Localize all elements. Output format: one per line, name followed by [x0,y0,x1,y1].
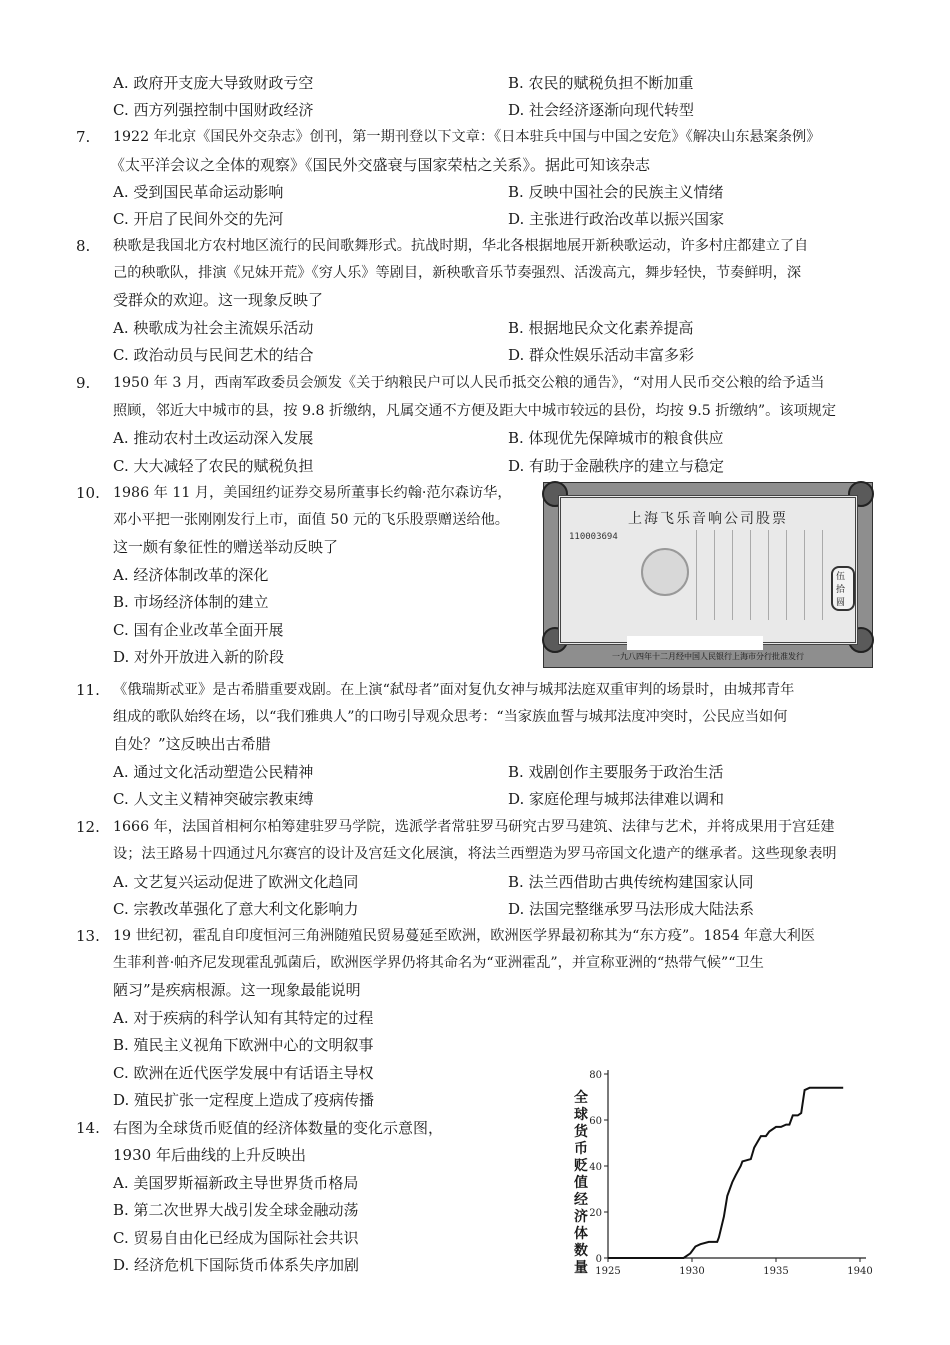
q11-option-c: C. 人文主义精神突破宗教束缚 [113,790,314,808]
chart-y-axis-label: 全球货币贬值经济体数量 [574,1090,588,1276]
q10-option-a: A. 经济体制改革的深化 [113,566,269,584]
chart-y-tick-label: 20 [589,1208,602,1219]
q7-option-c: C. 开启了民间外交的先河 [113,210,284,228]
q9-option-a: A. 推动农村土改运动深入发展 [113,429,314,447]
q8-stem-line2: 己的秧歌队，排演《兄妹开荒》《穷人乐》等剧目，新秧歌音乐节奏强烈、活泼高亢，舞步轻快，节奏鲜明，深 [113,265,802,281]
devaluation-line-chart [560,1060,880,1290]
q9-option-c: C. 大大减轻了农民的赋税负担 [113,457,314,475]
q10-option-d: D. 对外开放进入新的阶段 [113,648,285,666]
q14-stem-line1: 右图为全球货币贬值的经济体数量的变化示意图， [113,1119,444,1137]
q8-option-b: B. 根据地民众文化素养提高 [508,319,694,337]
q10-option-c: C. 国有企业改革全面开展 [113,621,284,639]
certificate-title: 上海飞乐音响公司股票 [628,511,788,527]
certificate-seal-icon [641,548,689,596]
q13-option-c: C. 欧洲在近代医学发展中有话语主导权 [113,1064,374,1082]
q12-stem-line2: 设；法王路易十四通过凡尔赛宫的设计及宫廷文化展演，将法兰西塑造为罗马帝国文化遗产的继承者。这些现象表明 [113,846,837,862]
chart-y-tick-label: 40 [589,1162,602,1173]
chart-x-tick-label: 1925 [595,1266,621,1277]
q12-option-a: A. 文艺复兴运动促进了欧洲文化趋同 [113,873,359,891]
chart-x-tick-label: 1930 [679,1266,705,1277]
certificate-footer: 一九八四年十二月经中国人民银行上海市分行批准发行 [612,652,804,661]
q13-option-d: D. 殖民扩张一定程度上造成了疫病传播 [113,1091,375,1109]
q6-option-a: A. 政府开支庞大导致财政亏空 [113,74,314,92]
q14-option-b: B. 第二次世界大战引发全球金融动荡 [113,1201,359,1219]
q11-stem-line1: 《俄瑞斯忒亚》是古希腊重要戏剧。在上演“弑母者”面对复仇女神与城邦法庭双重审判的场景时，由城邦青年 [113,682,795,698]
q12-option-b: B. 法兰西借助古典传统构建国家认同 [508,873,754,891]
q14-option-a: A. 美国罗斯福新政主导世界货币格局 [113,1174,359,1192]
q6-option-d: D. 社会经济逐渐向现代转型 [508,101,695,119]
q13-stem-line1: 19 世纪初，霍乱自印度恒河三角洲随殖民贸易蔓延至欧洲，欧洲医学界最初称其为“东方疫”。1854 年意大利医 [113,928,815,944]
chart-x-tick-label: 1940 [847,1266,873,1277]
q11-option-a: A. 通过文化活动塑造公民精神 [113,763,314,781]
certificate-denomination-badge: 伍拾圆 [831,566,855,611]
q8-stem-line3: 受群众的欢迎。这一现象反映了 [113,291,324,309]
q12-option-d: D. 法国完整继承罗马法形成大陆法系 [508,900,755,918]
q9-option-b: B. 体现优先保障城市的粮食供应 [508,429,724,447]
q9-number: 9. [76,374,91,392]
chart-ticks [589,1070,872,1277]
q7-stem-line1: 1922 年北京《国民外交杂志》创刊，第一期刊登以下文章：《日本驻兵中国与中国之安危》《解决山东悬案条例》 [113,129,821,145]
q10-number: 10. [76,484,100,502]
q10-stem-line2: 邓小平把一张刚刚发行上市，面值 50 元的飞乐股票赠送给他。 [113,512,509,528]
chart-y-tick-label: 80 [589,1070,602,1081]
q12-option-c: C. 宗教改革强化了意大利文化影响力 [113,900,359,918]
q9-stem-line1: 1950 年 3 月，西南军政委员会颁发《关于纳粮民户可以人民币抵交公粮的通告》，“对用人民币交公粮的给予适当 [113,375,825,391]
chart-series-line [608,1088,843,1258]
q9-stem-line2: 照顾，邻近大中城市的县，按 9.8 折缴纳，凡属交通不方便及距大中城市较远的县份，均按 9.5 折缴纳”。该项规定 [113,403,837,419]
q7-option-d: D. 主张进行政治改革以振兴国家 [508,210,725,228]
q10-option-b: B. 市场经济体制的建立 [113,593,269,611]
q6-option-c: C. 西方列强控制中国财政经济 [113,101,314,119]
q11-stem-line2: 组成的歌队始终在场，以“我们雅典人”的口吻引导观众思考：“当家族血誓与城邦法度冲突时，公民应当如何 [113,709,788,725]
q13-number: 13. [76,927,100,945]
chart-x-tick-label: 1935 [763,1266,789,1277]
stock-certificate-image [543,482,873,668]
certificate-serial-number: 110003694 [569,532,618,542]
q7-option-a: A. 受到国民革命运动影响 [113,183,284,201]
q8-number: 8. [76,237,91,255]
q7-option-b: B. 反映中国社会的民族主义情绪 [508,183,724,201]
q14-number: 14. [76,1119,100,1137]
q7-number: 7. [76,128,91,146]
q11-number: 11. [76,681,100,699]
chart-y-tick-label: 60 [589,1116,602,1127]
q14-option-c: C. 贸易自由化已经成为国际社会共识 [113,1229,359,1247]
q10-stem-line1: 1986 年 11 月，美国纽约证券交易所董事长约翰·范尔森访华， [113,485,512,501]
q11-stem-line3: 自处？”这反映出古希腊 [113,735,271,753]
q14-stem-line2: 1930 年后曲线的上升反映出 [113,1146,306,1164]
q13-stem-line2: 生菲利普·帕齐尼发现霍乱弧菌后，欧洲医学界仍将其命名为“亚洲霍乱”，并宣称亚洲的“热带气候”“卫生 [113,955,764,971]
q9-option-d: D. 有助于金融秩序的建立与稳定 [508,457,725,475]
certificate-text-columns [696,530,846,630]
q10-stem-line3: 这一颇有象征性的赠送举动反映了 [113,538,339,556]
certificate-redaction [627,636,763,650]
q12-number: 12. [76,818,100,836]
chart-y-tick-label: 0 [595,1254,602,1265]
q11-option-d: D. 家庭伦理与城邦法律难以调和 [508,790,725,808]
q8-option-a: A. 秧歌成为社会主流娱乐活动 [113,319,314,337]
q7-stem-line2: 《太平洋会议之全体的观察》《国民外交盛衰与国家荣枯之关系》。据此可知该杂志 [110,156,651,174]
q13-option-a: A. 对于疾病的科学认知有其特定的过程 [113,1009,374,1027]
q8-option-d: D. 群众性娱乐活动丰富多彩 [508,346,695,364]
q6-option-b: B. 农民的赋税负担不断加重 [508,74,694,92]
q14-option-d: D. 经济危机下国际货币体系失序加剧 [113,1256,360,1274]
q13-stem-line3: 陋习”是疾病根源。这一现象最能说明 [113,981,361,999]
chart-axes [608,1070,866,1258]
q13-option-b: B. 殖民主义视角下欧洲中心的文明叙事 [113,1036,374,1054]
certificate-face [558,495,858,645]
q8-option-c: C. 政治动员与民间艺术的结合 [113,346,314,364]
q12-stem-line1: 1666 年，法国首相柯尔柏筹建驻罗马学院，选派学者常驻罗马研究古罗马建筑、法律与艺术，并将成果用于宫廷建 [113,819,835,835]
q11-option-b: B. 戏剧创作主要服务于政治生活 [508,763,724,781]
q8-stem-line1: 秧歌是我国北方农村地区流行的民间歌舞形式。抗战时期，华北各根据地展开新秧歌运动，许多村庄都建立了自 [113,238,809,254]
